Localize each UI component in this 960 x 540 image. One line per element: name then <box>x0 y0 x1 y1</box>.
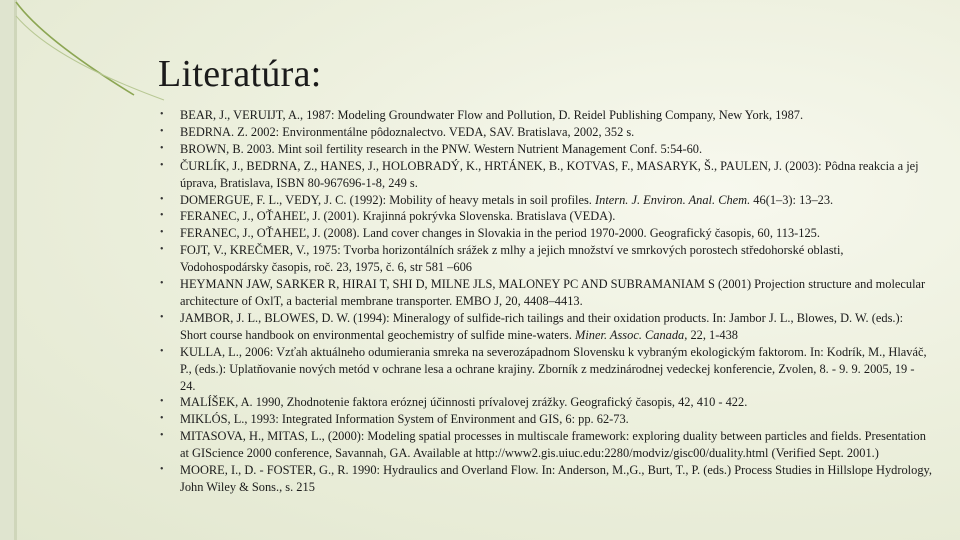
reference-text: BEAR, J., VERUIJT, A., 1987: Modeling Groundwater Flow and Pollution, D. Reidel Publishing Company, New York, 1987. <box>180 108 804 122</box>
reference-item <box>160 192 932 209</box>
bullet-icon: • <box>160 210 164 222</box>
bullet-icon: • <box>160 227 164 239</box>
bullet-icon: • <box>160 244 164 256</box>
reference-text: MALÍŠEK, A. 1990, Zhodnotenie faktora eróznej účinnosti prívalovej zrážky. Geografický časopis, 42, 410 - 422. <box>180 395 748 410</box>
reference-text: MOORE, I., D. - FOSTER, G., R. 1990: Hydraulics and Overland Flow. In: Anderson, M.,G., Burt, T., P. (eds.) Process Studies in Hillslope Hydrology, John Wiley & Sons., s. 215 <box>180 463 933 494</box>
reference-text: FERANEC, J., OŤAHEĽ, J. (2008). Land cover changes in Slovakia in the period 1970-2000. Geografický časopis, 60, 113-125. <box>180 226 820 241</box>
bullet-icon: • <box>160 311 164 323</box>
reference-text-end: 46(1–3): 13–23. <box>750 192 834 207</box>
reference-item <box>160 158 932 192</box>
reference-text: ČURLÍK, J., BEDRNA, Z., HANES, J., HOLOBRADÝ, K., HRTÁNEK, B., KOTVAS, F., MASARYK, Š., PAULEN, J. (2003): Pôdna reakcia a jej úprava, Bratislava, ISBN 80-967696-1-8, 249 s. <box>180 158 919 190</box>
bullet-icon: • <box>160 142 164 154</box>
reference-text: DOMERGUE, F. L., VEDY, J. C. (1992): Mobility of heavy metals in soil profiles. <box>180 192 595 207</box>
reference-item <box>160 394 932 411</box>
bullet-icon: • <box>160 413 164 425</box>
reference-item <box>160 208 932 225</box>
reference-text: KULLA, L., 2006: Vzťah aktuálneho odumierania smreka na severozápadnom Slovensku k vybraným ekologickým faktorom. In: Kodrík, M., Hlaváč, P., (eds.): Uplatňovanie nových metód v ochrane lesa a ochrane krajiny. Zborník z medzinárodnej vedeckej konferencie, Zvolen, 8. - 9. 9. 2005, 19 - 24. <box>180 344 927 393</box>
reference-item <box>160 276 932 310</box>
reference-item <box>160 242 932 276</box>
corner-decor-curve <box>14 0 174 170</box>
reference-item <box>160 411 932 428</box>
reference-journal: Intern. J. Environ. Anal. Chem. <box>595 192 751 207</box>
reference-text: JAMBOR, J. L., BLOWES, D. W. (1994): Mineralogy of sulfide-rich tailings and their oxidation products. In: Jambor J. L., Blowes, D. W. (eds.): Short course handbook on environmental geochemistry of sulfide mine-waters. <box>180 310 904 342</box>
bullet-icon: • <box>160 159 164 171</box>
reference-item <box>160 107 932 124</box>
reference-item <box>160 141 932 158</box>
bullet-icon: • <box>160 109 164 120</box>
reference-text-end: , 22, 1-438 <box>684 327 738 342</box>
reference-text: FOJT, V., KREČMER, V., 1975: Tvorba horizontálních srážek z mlhy a jejich množství ve smrkových porostech středohorské oblasti, Vodohospodársky časopis, roč. 23, 1975, č. 6, str 581 –606 <box>180 243 844 275</box>
bullet-icon: • <box>160 278 164 290</box>
reference-item <box>160 124 932 141</box>
bullet-icon: • <box>160 464 164 476</box>
reference-text: BEDRNA. Z. 2002: Environmentálne pôdoznalectvo. VEDA, SAV. Bratislava, 2002, 352 s. <box>180 124 635 139</box>
bullet-icon: • <box>160 430 164 442</box>
reference-text: MIKLÓS, L., 1993: Integrated Information System of Environment and GIS, 6: pp. 62-73. <box>180 412 629 427</box>
reference-list <box>160 107 932 496</box>
bullet-icon: • <box>160 125 164 137</box>
reference-text: BROWN, B. 2003. Mint soil fertility research in the PNW. Western Nutrient Management Conf. 5:54-60. <box>180 141 703 156</box>
reference-item <box>160 462 932 496</box>
reference-item <box>160 428 932 462</box>
bullet-icon: • <box>160 345 164 357</box>
left-decor-stripe <box>14 0 17 540</box>
reference-text: FERANEC, J., OŤAHEĽ, J. (2001). Krajinná pokrývka Slovenska. Bratislava (VEDA). <box>180 209 616 224</box>
slide-title: Literatúra: <box>158 53 322 95</box>
reference-item <box>160 225 932 242</box>
bullet-icon: • <box>160 396 164 408</box>
reference-item <box>160 344 932 395</box>
reference-journal: Miner. Assoc. Canada <box>575 327 685 342</box>
bullet-icon: • <box>160 193 164 205</box>
reference-text: MITASOVA, H., MITAS, L., (2000): Modeling spatial processes in multiscale framework: exploring duality between particles and fields. Presentation at GIScience 2000 conference, Savannah, GA. Available at http://www2.gis.uiuc.edu:2280/modviz/gisc00/duality.html (Verified Sept. 2001.) <box>180 429 926 461</box>
reference-text: HEYMANN JAW, SARKER R, HIRAI T, SHI D, MILNE JLS, MALONEY PC AND SUBRAMANIAM S (2001) Projection structure and molecular architecture of OxlT, a bacterial membrane transporter. EMBO J, 20, 4408–4413. <box>180 277 926 308</box>
reference-item <box>160 310 932 344</box>
